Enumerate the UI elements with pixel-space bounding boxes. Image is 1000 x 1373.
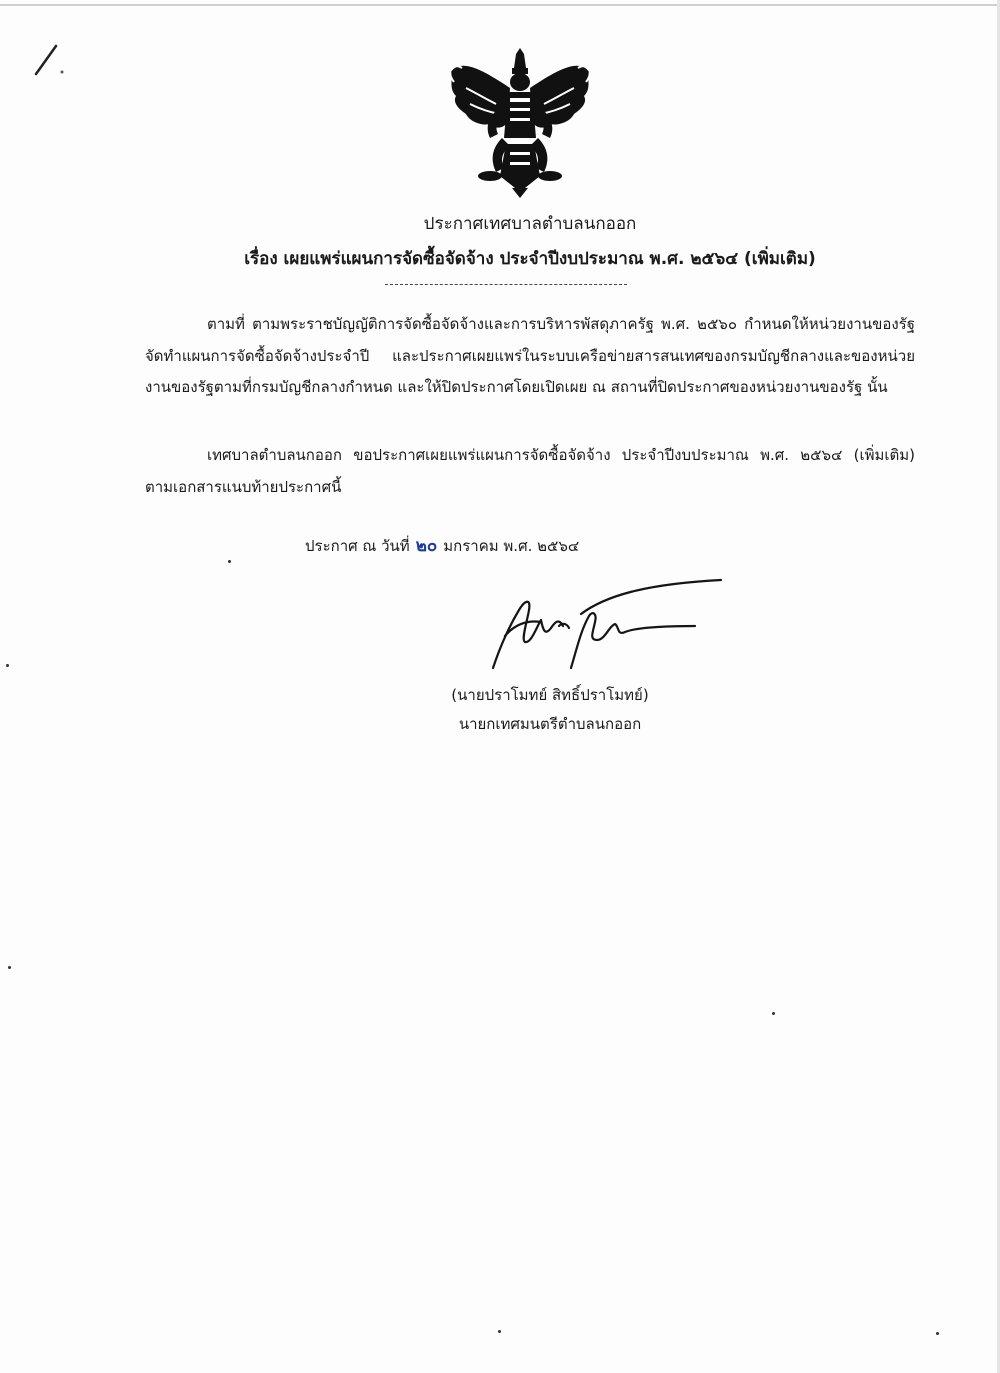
- paragraph-1-text: ตามที่ ตามพระราชบัญญัติการจัดซื้อจัดจ้างและการบริหารพัสดุภาครัฐ พ.ศ. ๒๕๖๐ กำหนดให้หน่วยงานของรัฐจัดทำแผนการจัดซื้อจัดจ้างประจำปี และประกาศเผยแพร่ในระบบเครือข่ายสารสนเทศของกรมบัญชีกลางและของหน่วยงานของรัฐตามที่กรมบัญชีกลางกำหนด และให้ปิดประกาศโดยเปิดเผย ณ สถานที่ปิดประกาศของหน่วยงานของรัฐ นั้น: [145, 315, 915, 396]
- date-prefix: ประกาศ ณ วันที่: [305, 537, 410, 555]
- signature-icon: [485, 570, 725, 680]
- scan-speck: [498, 1330, 501, 1333]
- announcement-title: ประกาศเทศบาลตำบลนกออก: [423, 214, 637, 234]
- title-divider: [385, 284, 627, 285]
- date-day-handwritten: ๒๐: [415, 536, 438, 556]
- scan-speck: [936, 1332, 939, 1335]
- announcement-subject: เรื่อง เผยแพร่แผนการจัดซื้อจัดจ้าง ประจำปีงบประมาณ พ.ศ. ๒๕๖๔ (เพิ่มเติม): [244, 249, 816, 269]
- paragraph-2-text: เทศบาลตำบลนกออก ขอประกาศเผยแพร่แผนการจัดซื้อจัดจ้าง ประจำปีงบประมาณ พ.ศ. ๒๕๖๔ (เพิ่มเติม) ตามเอกสารแนบท้ายประกาศนี้: [145, 446, 915, 496]
- scan-speck: [6, 664, 9, 667]
- signer-position: นายกเทศมนตรีตำบลนกออก: [458, 715, 642, 733]
- garuda-emblem-icon: [440, 48, 600, 198]
- scan-speck: [228, 560, 231, 563]
- date-month-year: มกราคม พ.ศ. ๒๕๖๔: [443, 537, 580, 555]
- scan-speck: [772, 1012, 775, 1015]
- scan-top-edge: [0, 4, 1000, 6]
- scan-speck: [8, 966, 11, 969]
- announcement-date: [305, 532, 579, 559]
- body-paragraph-1: [145, 309, 915, 404]
- pen-mark: [30, 40, 70, 80]
- signer-name: (นายปราโมทย์ สิทธิ์ปราโมทย์): [451, 686, 649, 704]
- body-paragraph-2: [145, 440, 915, 503]
